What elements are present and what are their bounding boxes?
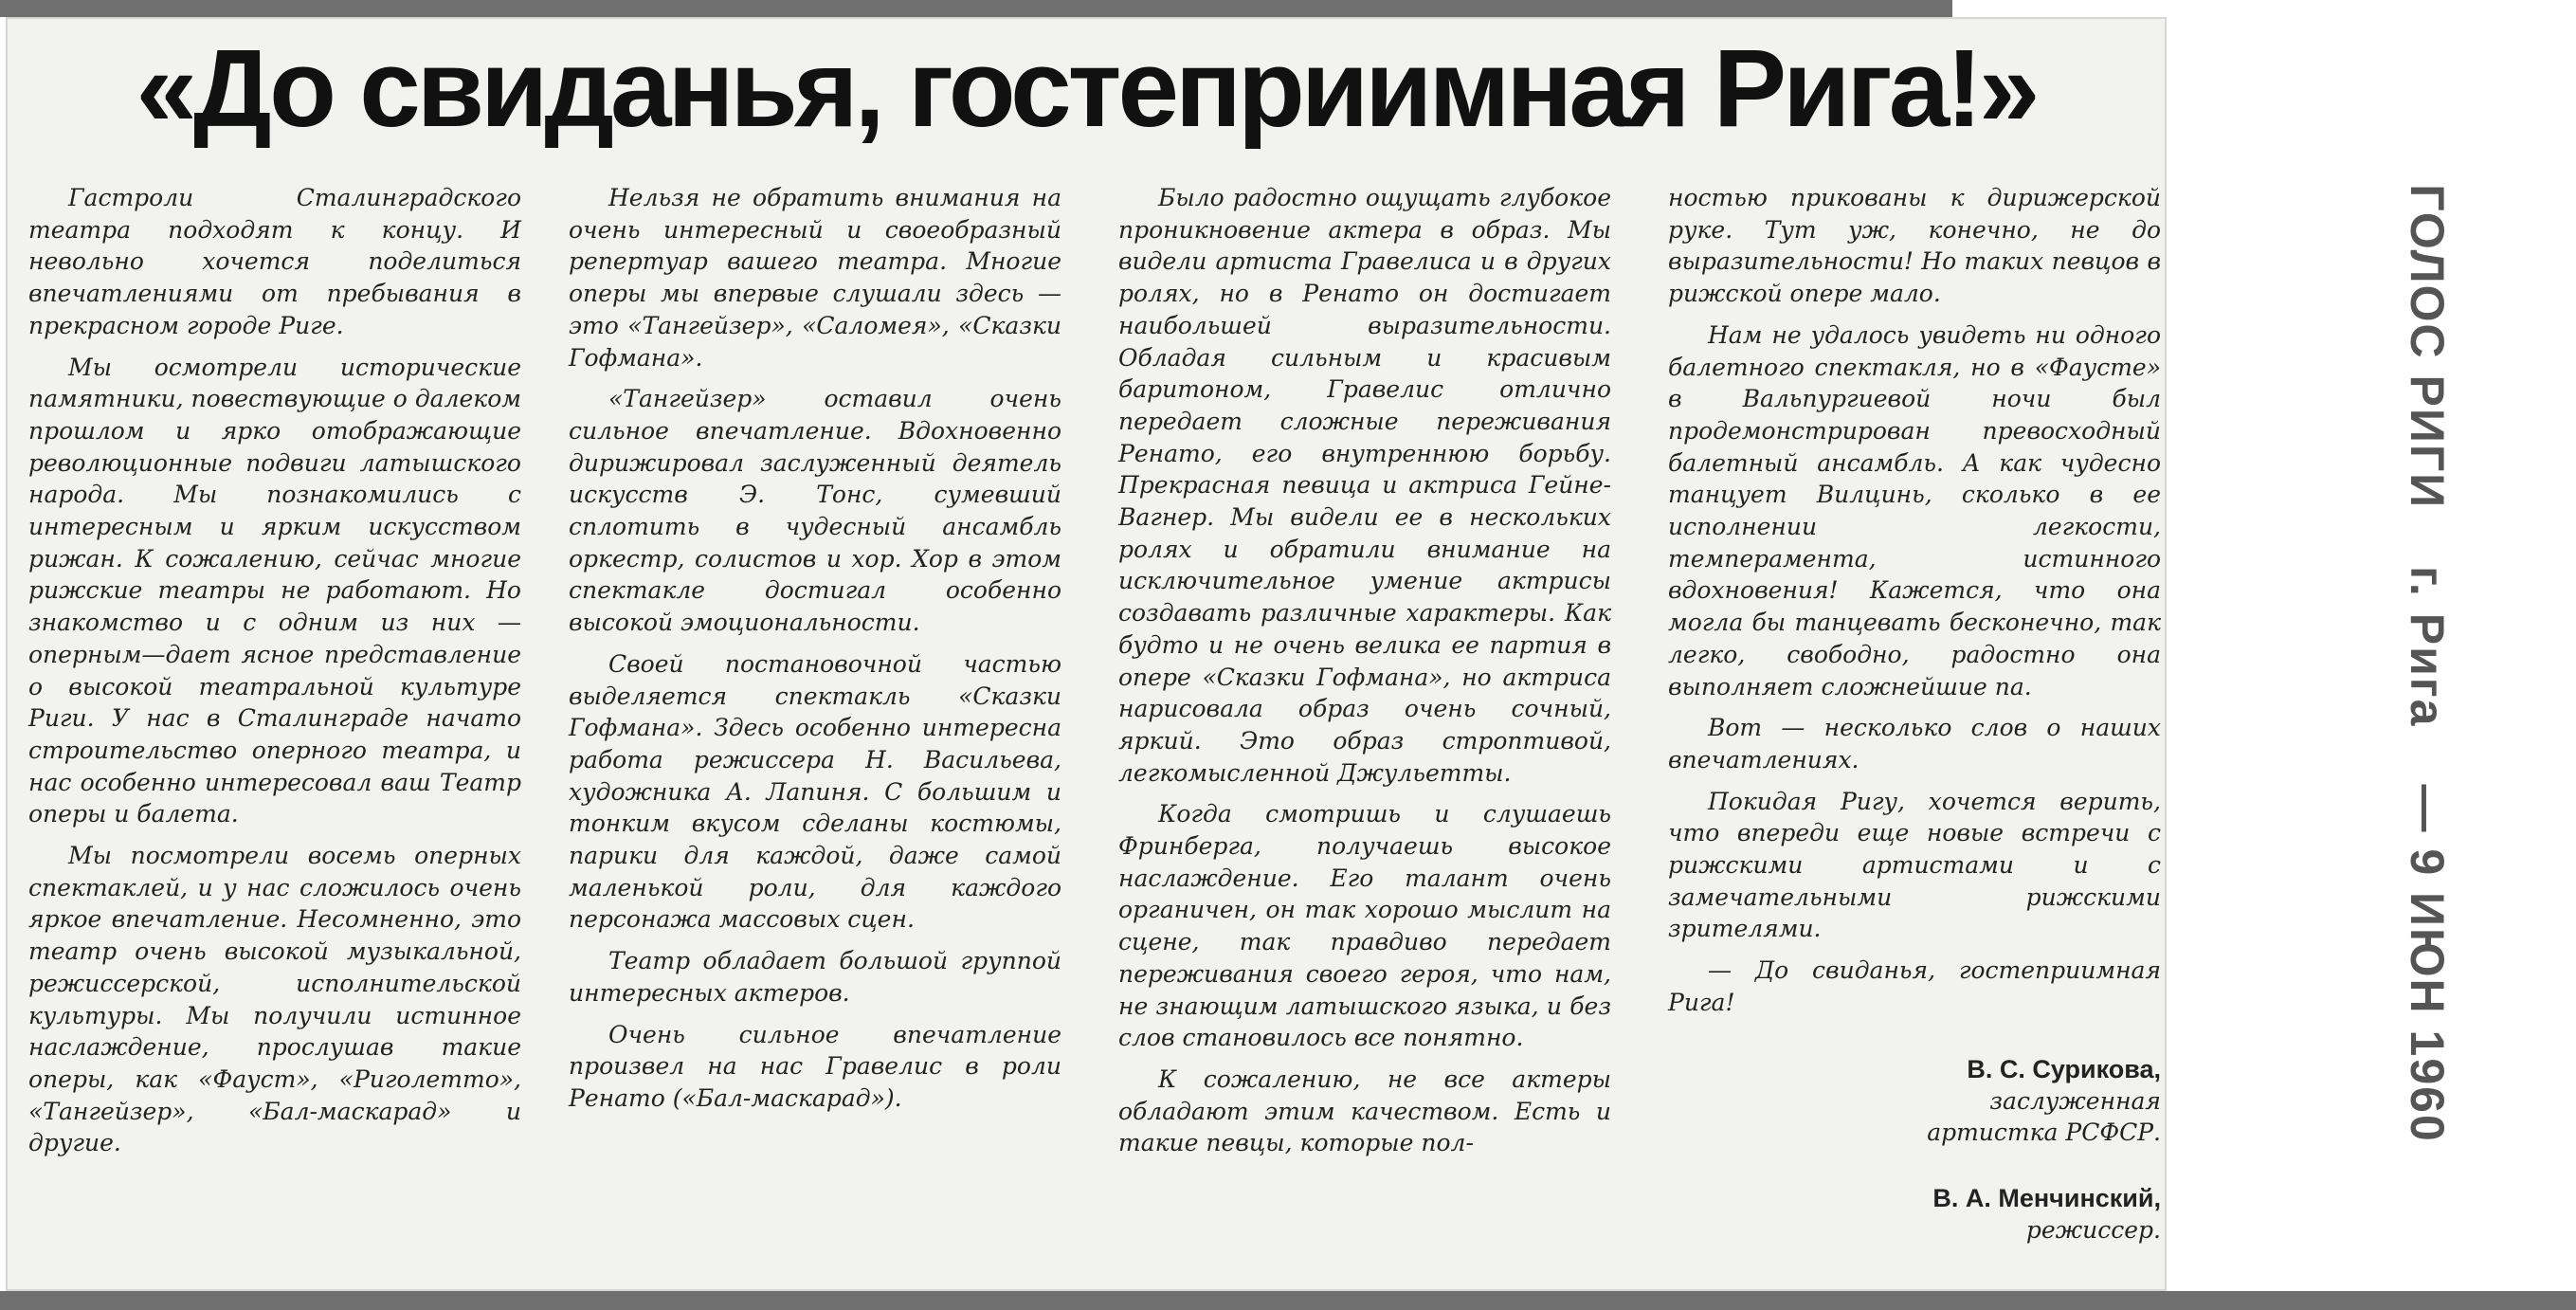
- paragraph: Театр обладает большой группой интересных актеров.: [569, 947, 1061, 1007]
- paragraph: Когда смотришь и слушаешь Фринберга, получаешь высокое наслаждение. Его талант очень органичен, он так хорошо мыслит на сцене, так правдиво передает переживания своего героя, что нам, не знающим латышского языка, и без слов становилось все понятно.: [1118, 800, 1611, 1052]
- paragraph: Вот — несколько слов о наших впечатлениях.: [1668, 714, 2161, 773]
- paragraph: Мы осмотрели исторические памятники, повествующие о далеком прошлом и ярко отображающие революционные подвиги латышского народа. Мы познакомились с интересным и ярким искусством рижан. К сожалению, сейчас многие рижские театры не работают. Но знакомство и с одним из них — оперным—дает ясное представление о высокой театральной культуре Риги. У нас в Сталинграде начато строительство оперного театра, и нас особенно интересовал ваш Театр оперы и балета.: [28, 353, 521, 828]
- article-column-1: [28, 182, 521, 1169]
- scan-top-edge: [0, 0, 1952, 17]
- paragraph: Покидая Ригу, хочется верить, что впереди еще новые встречи с рижскими артистами и с замечательными рижскими зрителями.: [1668, 787, 2161, 943]
- paragraph: Очень сильное впечатление произвел на нас Гравелис в роли Ренато («Бал-маскарад»).: [569, 1020, 1061, 1112]
- author-name: В. С. Сурикова,: [1967, 1054, 2161, 1083]
- paragraph: — До свиданья, гостеприимная Рига!: [1668, 956, 2161, 1016]
- stamp-city: г. Рига: [2401, 566, 2454, 728]
- paragraph: ностью прикованы к дирижерской руке. Тут уж, конечно, не до выразительности! Но таких певцов в рижской опере мало.: [1668, 184, 2161, 308]
- author-title: заслуженная: [1989, 1086, 2161, 1115]
- author-name: В. А. Менчинский,: [1932, 1183, 2161, 1212]
- stamp-newspaper: ГОЛОС РИГИ: [2401, 184, 2454, 510]
- article-column-4: [1668, 182, 2161, 1246]
- author-title: режиссер.: [2025, 1215, 2161, 1244]
- paragraph: Нельзя не обратить внимания на очень интересный и своеобразный репертуар вашего театра. Многие оперы мы впервые слушали здесь — это «Тангейзер», «Саломея», «Сказки Гофмана».: [569, 184, 1061, 372]
- author-signature: [1668, 1182, 2161, 1246]
- paragraph: Было радостно ощущать глубокое проникновение актера в образ. Мы видели артиста Гравелиса и в других ролях, но в Ренато он достигает наибольшей выразительности. Обладая сильным и красивым баритоном, Гравелис отлично передает сложные переживания Ренато, его внутреннюю борьбу. Прекрасная певица и актриса Гейне-Вагнер. Мы видели ее в нескольких ролях и обратили внимание на исключительное умение актрисы создавать различные характеры. Как будто и не очень велика ее партия в опере «Сказки Гофмана», но актриса нарисовала образ очень сочный, яркий. Это образ строптивой, легкомысленной Джульетты.: [1118, 184, 1611, 787]
- paragraph: Нам не удалось увидеть ни одного балетного спектакля, но в «Фаусте» в Вальпургиевой ночи был продемонстрирован превосходный балетный ансамбль. А как чудесно танцует Вилцинь, сколько в ее исполнении легкости, темперамента, истинного вдохновения! Кажется, что она могла бы танцевать бесконечно, так легко, свободно, радостно она выполняет сложнейшие па.: [1668, 320, 2161, 700]
- article-column-3: [1118, 182, 1611, 1169]
- paragraph: Гастроли Сталинградского театра подходят к концу. И невольно хочется поделиться впечатлениями от пребывания в прекрасном городе Риге.: [28, 184, 521, 339]
- paragraph: Мы посмотрели восемь оперных спектаклей, и у нас сложилось очень яркое впечатление. Несомненно, это театр очень высокой музыкальной, режиссерской, исполнительской культуры. Мы получили истинное наслаждение, прослушав такие оперы, как «Фауст», «Риголетто», «Тангейзер», «Бал-маскарад» и другие.: [28, 842, 521, 1157]
- stamp-date: — 9 ИЮН 1960: [2401, 784, 2454, 1143]
- paragraph: К сожалению, не все актеры обладают этим качеством. Есть и такие певцы, которые пол-: [1118, 1064, 1611, 1157]
- author-title: артистка РСФСР.: [1927, 1118, 2161, 1146]
- paragraph: Своей постановочной частью выделяется спектакль «Сказки Гофмана». Здесь особенно интересна работа режиссера Н. Васильева, художника А. Лапиня. С большим и тонким вкусом сделаны костюмы, парики для каждой, даже самой маленькой роли, для каждого персонажа массовых сцен.: [569, 649, 1061, 934]
- archive-stamp: [2388, 95, 2455, 1232]
- article-column-2: [569, 182, 1061, 1124]
- scan-bottom-edge: [0, 1291, 2576, 1310]
- article-headline: «До свиданья, гостеприимная Рига!»: [136, 27, 2037, 150]
- paragraph: «Тангейзер» оставил очень сильное впечатление. Вдохновенно дирижировал заслуженный деятель искусств Э. Тонс, сумевший сплотить в чудесный ансамбль оркестр, солистов и хор. Хор в этом спектакле достигал особенно высокой эмоциональности.: [569, 385, 1061, 637]
- author-signature: [1668, 1053, 2161, 1148]
